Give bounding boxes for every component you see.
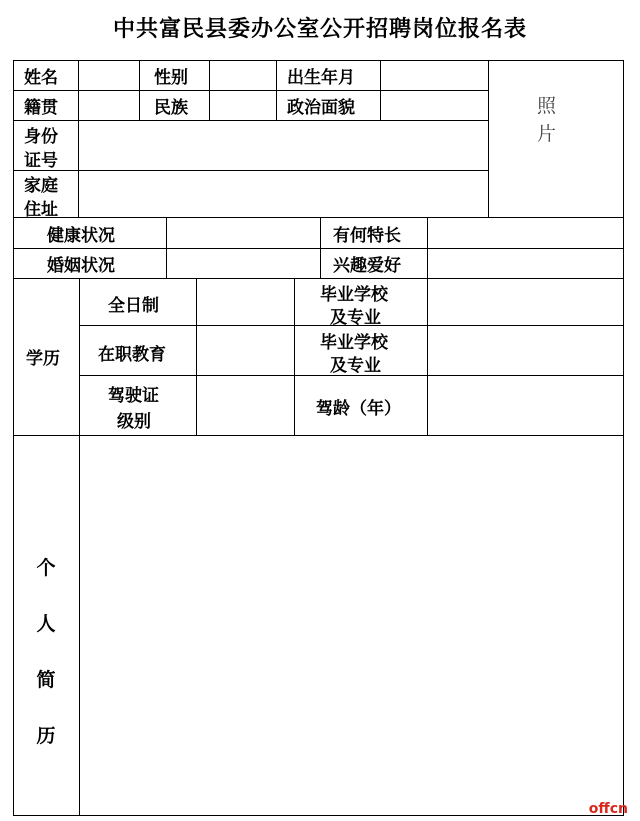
name-label: 姓名 bbox=[24, 68, 58, 88]
birth-input[interactable] bbox=[381, 61, 488, 90]
id-number-label-line1: 身份 bbox=[24, 127, 58, 147]
gender-label: 性别 bbox=[154, 68, 188, 88]
ethnicity-input[interactable] bbox=[210, 91, 276, 120]
address-input[interactable] bbox=[79, 171, 488, 217]
address-label-line1: 家庭 bbox=[24, 176, 58, 196]
driving-years-input[interactable] bbox=[428, 376, 623, 435]
inservice-input[interactable] bbox=[197, 326, 294, 375]
resume-label-char: 简 bbox=[36, 669, 56, 691]
inservice-label: 在职教育 bbox=[98, 345, 166, 365]
political-status-label: 政治面貌 bbox=[287, 98, 355, 118]
native-place-input[interactable] bbox=[79, 91, 139, 120]
driving-years-label: 驾龄（年） bbox=[316, 399, 401, 419]
id-number-label-line2: 证号 bbox=[24, 151, 58, 171]
photo-label-line2: 片 bbox=[537, 123, 557, 145]
marital-input[interactable] bbox=[167, 249, 320, 278]
birth-label: 出生年月 bbox=[287, 68, 355, 88]
school-2-input[interactable] bbox=[428, 326, 623, 375]
school-1-label-line1: 毕业学校 bbox=[320, 285, 388, 305]
health-label: 健康状况 bbox=[47, 226, 115, 246]
hobbies-label: 兴趣爱好 bbox=[333, 256, 401, 276]
school-2-label-line1: 毕业学校 bbox=[320, 333, 388, 353]
form-title: 中共富民县委办公室公开招聘岗位报名表 bbox=[112, 17, 527, 42]
specialty-label: 有何特长 bbox=[333, 226, 401, 246]
hobbies-input[interactable] bbox=[428, 249, 623, 278]
id-number-input[interactable] bbox=[79, 121, 488, 170]
political-status-input[interactable] bbox=[381, 91, 488, 120]
resume-input[interactable] bbox=[80, 436, 623, 815]
resume-label bbox=[14, 540, 78, 764]
photo-upload[interactable] bbox=[489, 61, 623, 217]
school-1-input[interactable] bbox=[428, 279, 623, 325]
license-input[interactable] bbox=[197, 376, 294, 435]
native-place-label: 籍贯 bbox=[24, 98, 58, 118]
resume-label-char: 人 bbox=[36, 613, 56, 635]
fulltime-label: 全日制 bbox=[108, 296, 159, 316]
address-label-line2: 住址 bbox=[24, 200, 58, 220]
name-input[interactable] bbox=[79, 61, 139, 90]
license-label-line1: 驾驶证 bbox=[108, 386, 159, 406]
license-label-line2: 级别 bbox=[117, 412, 151, 432]
school-2-label-line2: 及专业 bbox=[330, 356, 381, 376]
specialty-input[interactable] bbox=[428, 218, 623, 248]
school-1-label-line2: 及专业 bbox=[330, 308, 381, 328]
gender-input[interactable] bbox=[210, 61, 276, 90]
resume-label-char: 历 bbox=[36, 725, 56, 747]
watermark-logo: offcn bbox=[588, 801, 628, 817]
photo-label-line1: 照 bbox=[537, 95, 557, 117]
education-label: 学历 bbox=[26, 349, 60, 369]
marital-label: 婚姻状况 bbox=[47, 256, 115, 276]
resume-label-char: 个 bbox=[36, 557, 56, 579]
fulltime-input[interactable] bbox=[197, 279, 294, 325]
ethnicity-label: 民族 bbox=[154, 98, 188, 118]
health-input[interactable] bbox=[167, 218, 320, 248]
